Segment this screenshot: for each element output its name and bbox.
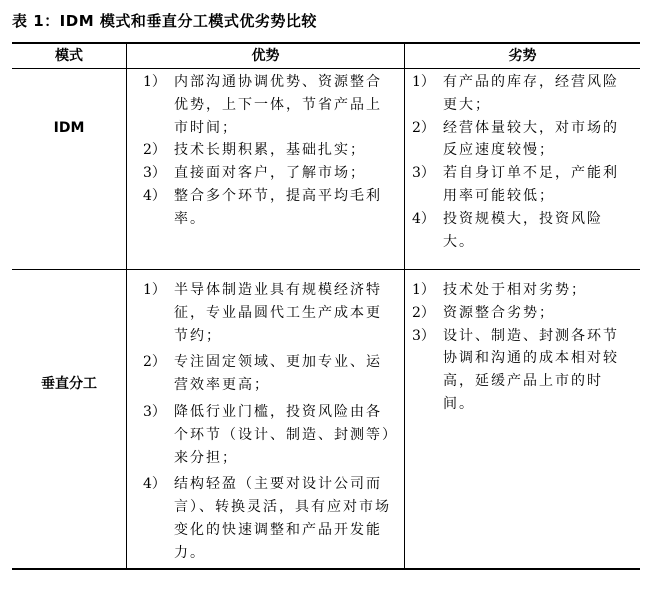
column-divider [126,44,127,568]
list-item: 4） 结构轻盈（主要对设计公司而言）、转换灵活，具有应对市场变化的快速调整和产品开发能力。 [143,476,391,561]
list-item: 4） 投资规模大，投资风险大。 [412,210,603,250]
list-item: 3） 降低行业门槛，投资风险由各个环节（设计、制造、封测等）来分担； [143,403,391,466]
row-separator [12,269,640,270]
idm-disadvantages-list [412,71,634,253]
list-item: 3） 直接面对客户，了解市场； [143,165,366,182]
header-advantages: 优势 [251,48,280,64]
table-title: 表 1：IDM 模式和垂直分工模式优劣势比较 [12,12,317,30]
list-item: 2） 经营体量较大，对市场的反应速度较慢； [412,119,619,159]
idm-advantages-list [143,71,395,231]
list-item: 3） 若自身订单不足，产能利用率可能较低； [412,165,619,204]
vertical-advantages-list [143,279,395,569]
header-rule [12,68,640,69]
column-divider [404,44,405,568]
vertical-disadvantages-list [412,279,634,416]
list-item: 4） 整合多个环节，提高平均毛利率。 [143,187,382,227]
list-item: 2） 技术长期积累，基础扎实； [143,142,366,159]
list-item: 1） 技术处于相对劣势； [412,282,587,298]
row-label-vertical: 垂直分工 [41,376,97,392]
list-item: 1） 内部沟通协调优势、资源整合优势，上下一体，节省产品上市时间； [143,74,382,136]
header-disadvantages: 劣势 [508,48,537,64]
list-item: 2） 资源整合劣势； [412,304,555,321]
list-item: 1） 有产品的库存，经营风险更大； [412,74,619,113]
row-label-idm: IDM [53,120,85,136]
list-item: 1） 半导体制造业具有规模经济特征，专业晶圆代工生产成本更节约； [143,282,382,344]
list-item: 3） 设计、制造、封测各环节协调和沟通的成本相对较高，延缓产品上市的时间。 [412,327,619,412]
list-item: 2） 专注固定领域、更加专业、运营效率更高； [143,354,382,394]
header-mode: 模式 [55,48,83,64]
